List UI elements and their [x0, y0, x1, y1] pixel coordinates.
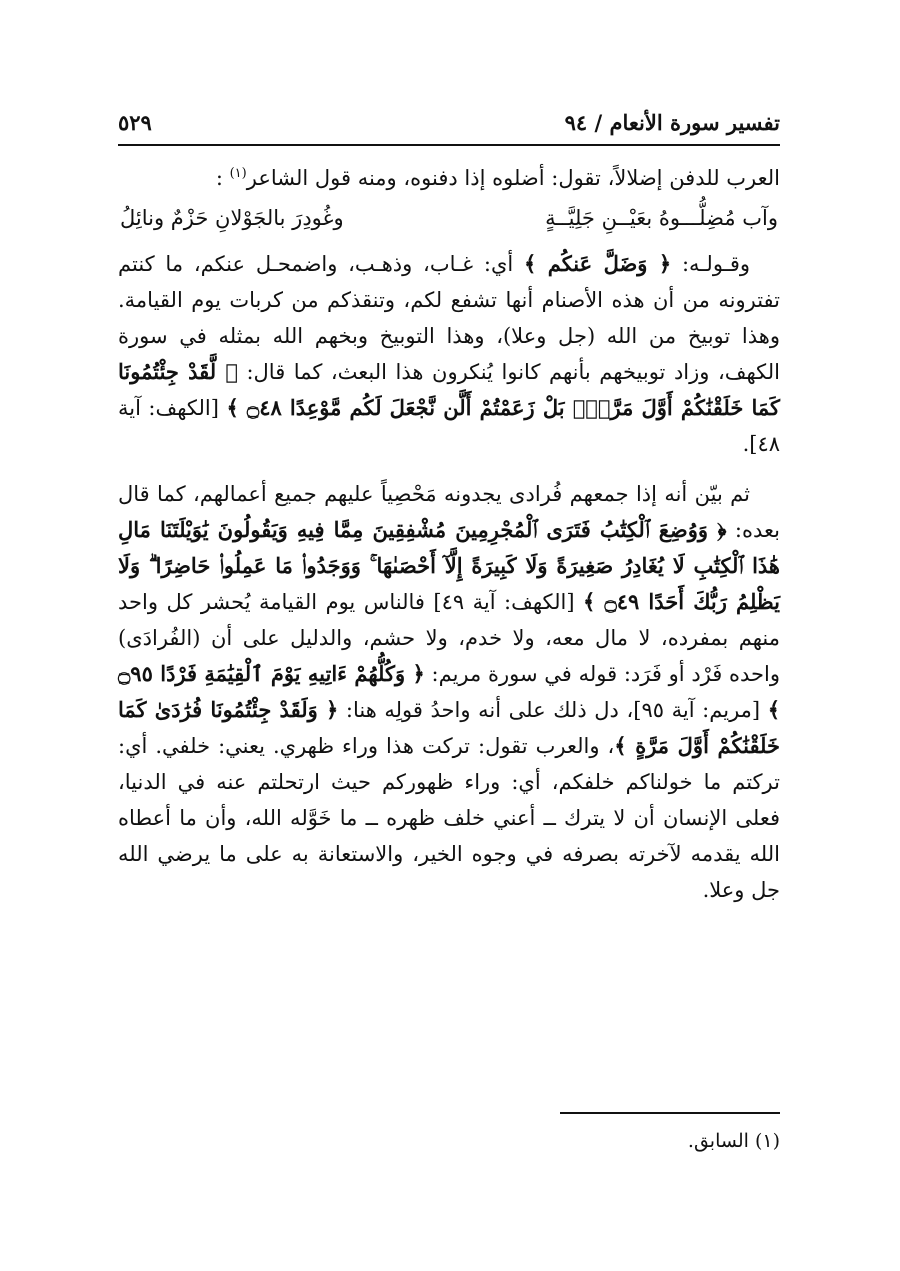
- page-number: ٥٢٩: [118, 110, 152, 135]
- quran-quote: ﴿ وَلَقَدْ جِئْتُمُونَا فُرَٰدَىٰ كَمَا خَلَقْنَٰكُمْ أَوَّلَ مَرَّةٍ ﴾: [118, 697, 780, 758]
- quran-quote: ﴿ لَّقَدْ جِئْتُمُونَا كَمَا خَلَقْنَٰكُمْ أَوَّلَ مَرَّةٍۭ بَلْ زَعَمْتُمْ أَلَّن نَّجْعَلَ لَكُم مَّوْعِدًا ۝٤٨ ﴾: [118, 359, 780, 420]
- footnote-text: (١) السابق.: [687, 1130, 780, 1152]
- paragraph-3-text-2: [مريم: آية ٩٥]، دل ذلك على أنه واحدُ قولِه هنا:: [338, 698, 768, 722]
- paragraph-1-end: :: [215, 166, 230, 190]
- main-text: [118, 160, 780, 908]
- footnote-marker: (١): [229, 166, 247, 181]
- poetry-verse: [118, 200, 780, 236]
- paragraph-3-text-3: ، والعرب تقول: تركت هذا وراء ظهري. يعني: خلفي. أي: تركتم ما خولناكم خلفكم، أي: وراء ظهوركم حيث ارتحلتم عنه في الدنيا، فعلى الإنسان أن لا يترك ــ أعني خلف ظهره ــ ما خَوَّله الله، وأن ما أعطاه الله يقدمه لآخرته بصرفه في وجوه الخير، والاستعانة به على ما يرضي الله جل وعلا.: [118, 734, 780, 902]
- quran-quote: ﴿ وَضَلَّ عَنكُم ﴾: [524, 251, 672, 276]
- paragraph-2-ref: [الكهف: آية ٤٨].: [118, 396, 780, 456]
- paragraph-2-text: أي: غـاب، وذهـب، واضمحـل عنكم، ما كنتم تفترونه من أن هذه الأصنام أنها تشفع لكم، وتنقذكم من كربات يوم القيامة. وهذا توبيخ من الله (جل وعلا)، وهذا التوبيخ وبخهم الله بمثله في سورة الكهف، وزاد توبيخهم بأنهم كانوا يُنكرون هذا البعث، كما قال:: [118, 252, 780, 384]
- quran-quote: ﴿ وَوُضِعَ ٱلْكِتَٰبُ فَتَرَى ٱلْمُجْرِمِينَ مُشْفِقِينَ مِمَّا فِيهِ وَيَقُولُونَ يَٰوَيْلَتَنَا مَالِ هَٰذَا ٱلْكِتَٰبِ لَا يُغَادِرُ صَغِيرَةً وَلَا كَبِيرَةً إِلَّآ أَحْصَىٰهَا ۚ وَوَجَدُوا۟ مَا عَمِلُوا۟ حَاضِرًا ۗ وَلَا يَظْلِمُ رَبُّكَ أَحَدًا ۝٤٩ ﴾: [118, 517, 780, 614]
- paragraph-3-intro: ثم بيّن أنه إذا جمعهم فُرادى يجدونه مَحْصِياً عليهم جميع أعمالهم، كما قال بعده:: [118, 482, 780, 542]
- paragraph-1-text: العرب للدفن إضلالاً، تقول: أضلوه إذا دفنوه، ومنه قول الشاعر: [246, 166, 780, 190]
- header-divider: [118, 144, 780, 146]
- verse-second-hemistich: وغُودِرَ بالجَوْلانِ حَزْمٌ ونائِلُ: [120, 206, 344, 230]
- paragraph-3-text: [الكهف: آية ٤٩] فالناس يوم القيامة يُحشر كل واحد منهم بمفرده، لا مال معه، ولا خدم، ولا حشم، والدليل على أن (الفُرادَى) واحده فَرْد أو فَرَد: قوله في سورة مريم:: [118, 590, 781, 686]
- footnote: [118, 1126, 780, 1156]
- paragraph-1: [118, 160, 780, 196]
- quran-quote: ﴿ وَكُلُّهُمْ ءَاتِيهِ يَوْمَ ٱلْقِيَٰمَةِ فَرْدًا ۝٩٥ ﴾: [118, 661, 781, 722]
- running-title: تفسير سورة الأنعام / ٩٤: [564, 110, 780, 135]
- verse-first-hemistich: وآب مُضِلُّـــوهُ بعَيْــنِ جَلِيَّــةٍ: [545, 206, 778, 230]
- page-header: [118, 108, 780, 142]
- paragraph-2-intro: وقـولـه:: [671, 252, 751, 276]
- paragraph-2: [118, 246, 780, 462]
- footnote-divider: [560, 1112, 780, 1114]
- paragraph-3: [118, 476, 780, 908]
